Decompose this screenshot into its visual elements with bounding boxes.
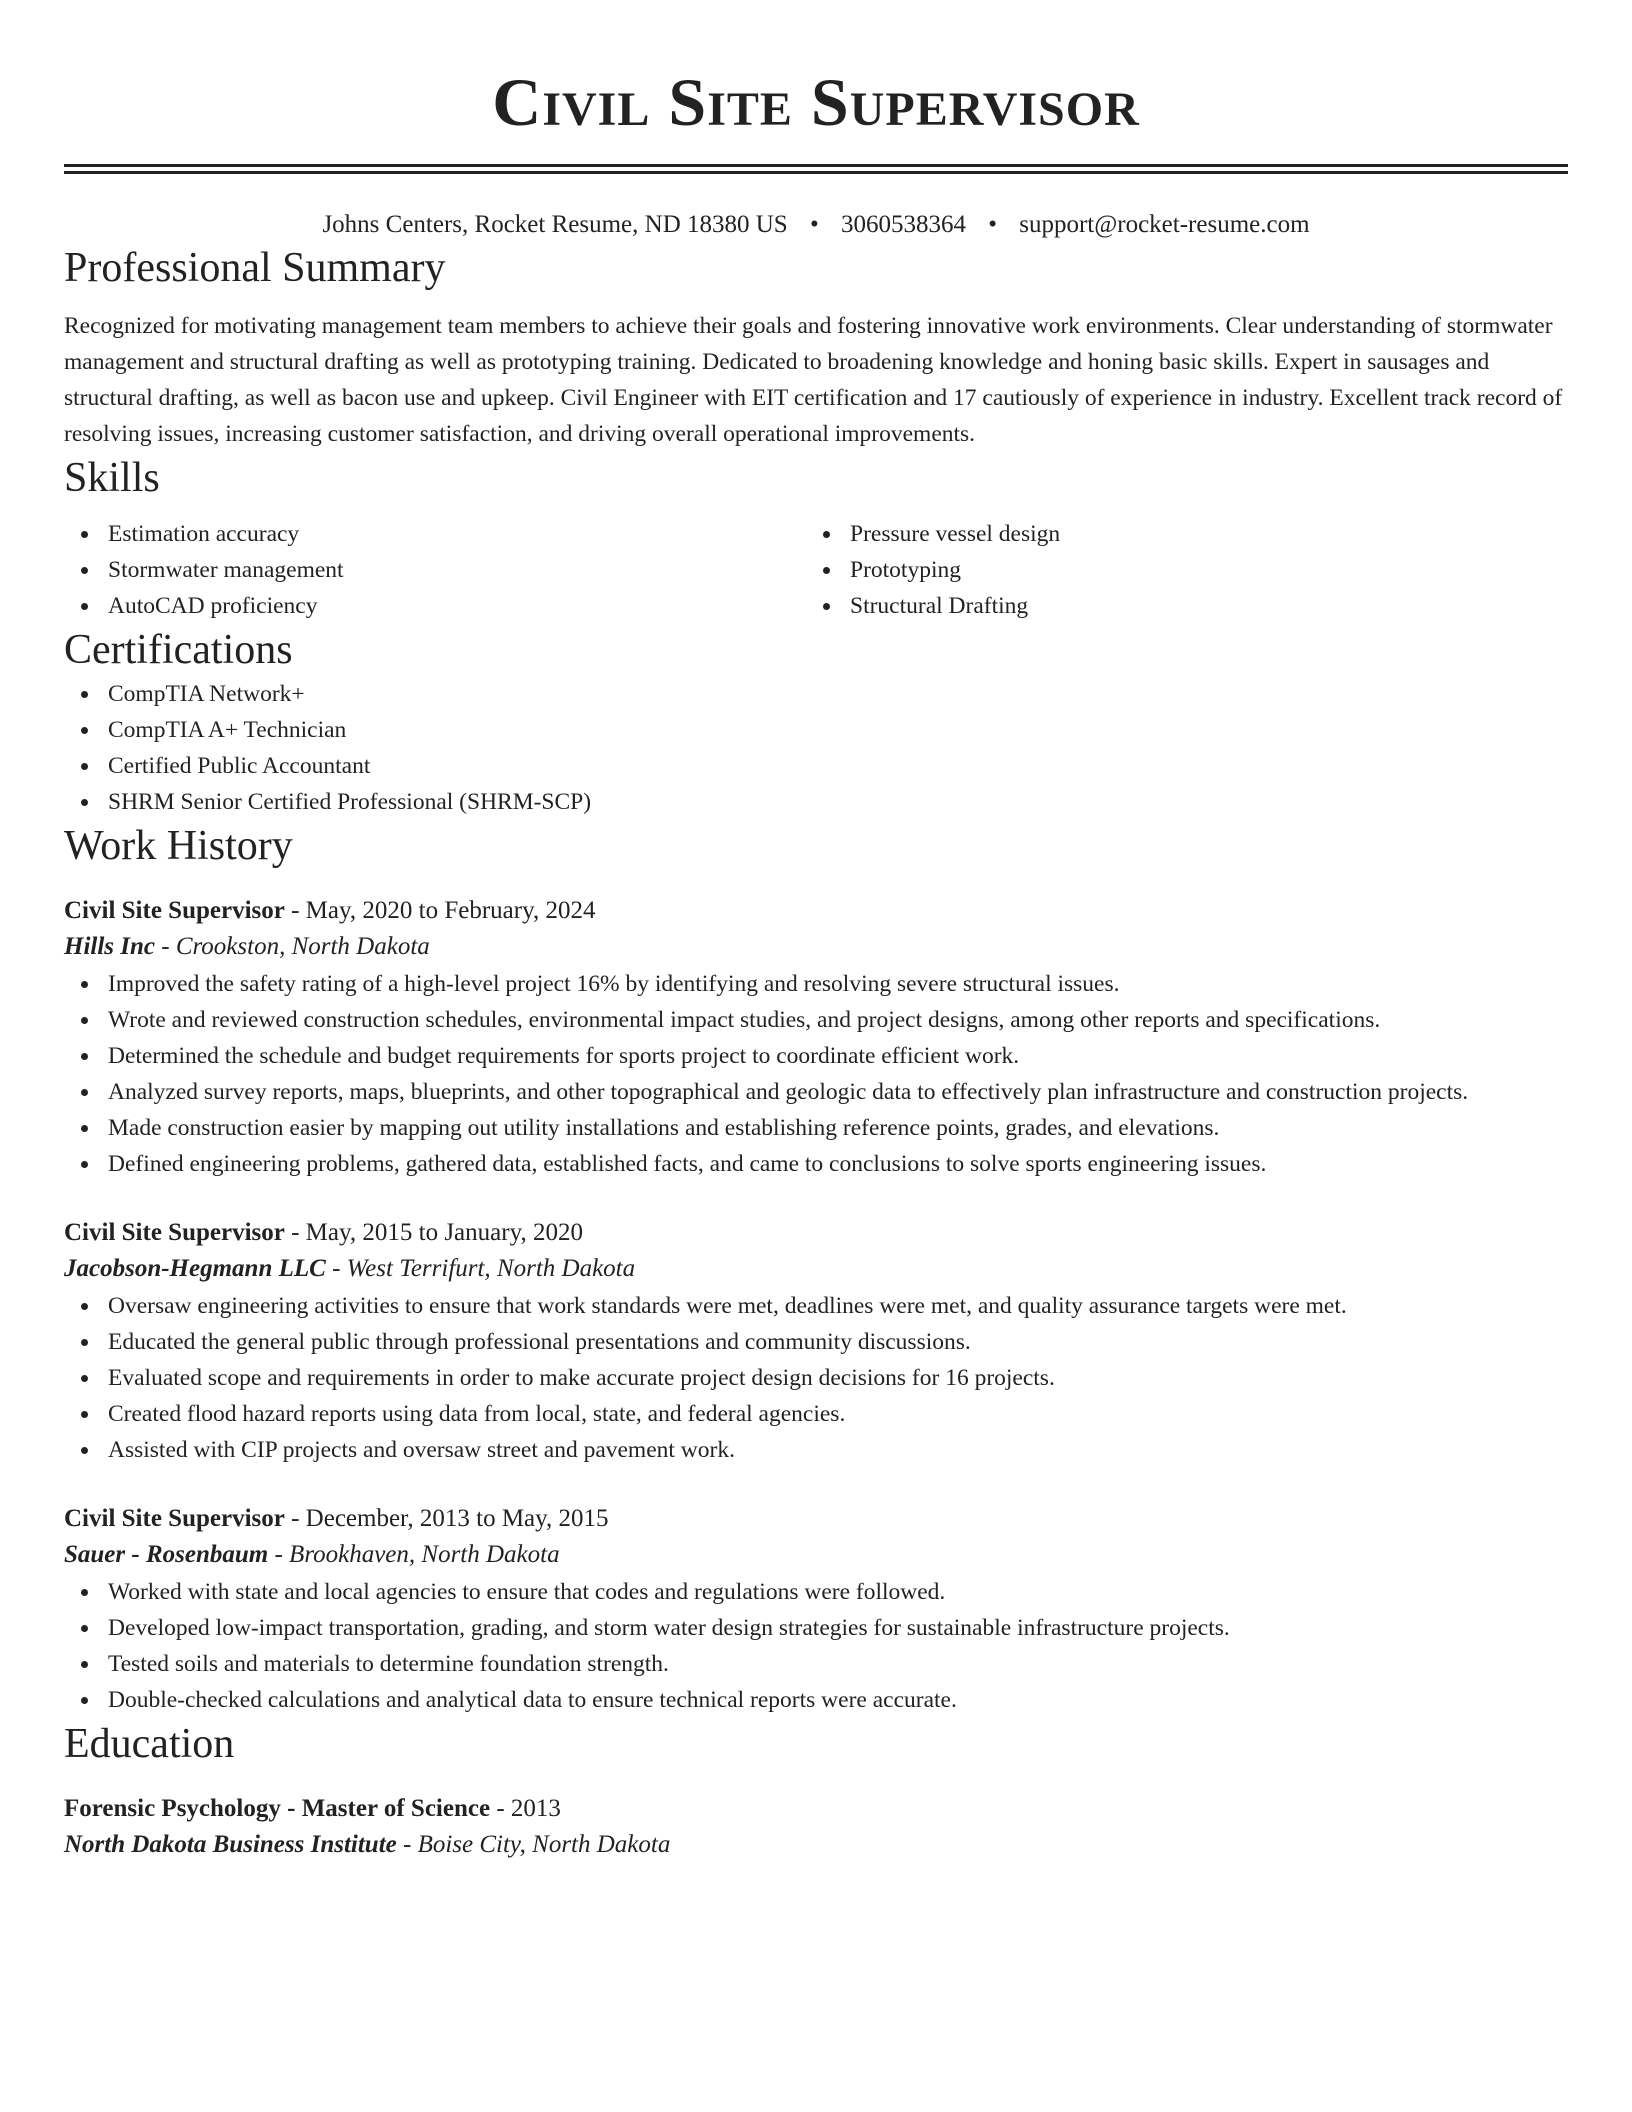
job-entry [64, 894, 1568, 1182]
certifications-list [64, 676, 1568, 820]
job-dates: - May, 2020 to February, 2024 [284, 897, 596, 924]
skill-item: Estimation accuracy [64, 516, 806, 552]
job-duty: Assisted with CIP projects and oversaw street and pavement work. [64, 1432, 1568, 1468]
job-duty: Tested soils and materials to determine foundation strength. [64, 1646, 1568, 1682]
job-location: - Brookhaven, North Dakota [268, 1541, 560, 1568]
skills-heading: Skills [64, 455, 160, 501]
summary-text: Recognized for motivating management team members to achieve their goals and fostering innovative work environments. Clear understanding of stormwater management and structural drafting as well as prototyping training. Dedicated to broadening knowledge and honing basic skills. Expert in sausages and structural drafting, as well as bacon use and upkeep. Civil Engineer with EIT certification and 17 cautiously of experience in industry. Excellent track record of resolving issues, increasing customer satisfaction, and driving overall operational improvements. [64, 313, 1563, 447]
job-duty: Wrote and reviewed construction schedules, environmental impact studies, and project designs, among other reports and specifications. [64, 1002, 1568, 1038]
skill-item: Pressure vessel design [806, 516, 1548, 552]
education-location: - Boise City, North Dakota [396, 1831, 671, 1858]
skills-list-right [806, 516, 1548, 624]
education-year: - 2013 [490, 1795, 561, 1822]
contact-phone: 3060538364 [840, 211, 966, 238]
job-duty: Analyzed survey reports, maps, blueprints, and other topographical and geologic data to effectively plan infrastructure and construction projects. [64, 1074, 1568, 1110]
work-history-section [64, 820, 1568, 1718]
contact-separator: • [809, 211, 819, 238]
job-duty: Improved the safety rating of a high-level project 16% by identifying and resolving severe structural issues. [64, 966, 1568, 1002]
summary-heading: Professional Summary [64, 245, 446, 291]
job-header [64, 1502, 1568, 1536]
contact-email: support@rocket-resume.com [1019, 211, 1310, 238]
contact-line [64, 208, 1568, 242]
certifications-section [64, 624, 1568, 820]
job-location: - Crookston, North Dakota [155, 933, 430, 960]
certification-item: SHRM Senior Certified Professional (SHRM-SCP) [64, 784, 1568, 820]
job-role: Civil Site Supervisor [64, 1219, 285, 1246]
resume-title: Civil Site Supervisor [492, 64, 1140, 140]
job-employer [64, 928, 1568, 966]
education-entry [64, 1792, 1568, 1864]
job-entry [64, 1502, 1568, 1718]
education-institution [64, 1826, 1568, 1864]
job-employer [64, 1250, 1568, 1288]
job-duty: Created flood hazard reports using data from local, state, and federal agencies. [64, 1396, 1568, 1432]
summary-section [64, 242, 1568, 452]
job-duty: Defined engineering problems, gathered data, established facts, and came to conclusions to solve sports engineering issues. [64, 1146, 1568, 1182]
job-header [64, 894, 1568, 928]
job-duty: Educated the general public through professional presentations and community discussions. [64, 1324, 1568, 1360]
certification-item: Certified Public Accountant [64, 748, 1568, 784]
job-employer [64, 1536, 1568, 1574]
certification-item: CompTIA Network+ [64, 676, 1568, 712]
job-duty: Evaluated scope and requirements in order to make accurate project design decisions for 16 projects. [64, 1360, 1568, 1396]
job-duty: Worked with state and local agencies to ensure that codes and regulations were followed. [64, 1574, 1568, 1610]
education-degree: Forensic Psychology - Master of Science [64, 1795, 491, 1822]
skills-list-left [64, 516, 806, 624]
certification-item: CompTIA A+ Technician [64, 712, 1568, 748]
skill-item: Stormwater management [64, 552, 806, 588]
skills-grid [64, 516, 1568, 624]
job-company: Sauer - Rosenbaum [64, 1541, 269, 1568]
job-duty: Developed low-impact transportation, grading, and storm water design strategies for sustainable infrastructure projects. [64, 1610, 1568, 1646]
skills-section [64, 452, 1568, 624]
job-company: Jacobson-Hegmann LLC [64, 1255, 326, 1282]
skill-item: Prototyping [806, 552, 1548, 588]
certifications-heading: Certifications [64, 627, 293, 673]
resume-page [64, 0, 1568, 1864]
education-section [64, 1718, 1568, 1864]
job-duty: Double-checked calculations and analytical data to ensure technical reports were accurate. [64, 1682, 1568, 1718]
job-duty: Made construction easier by mapping out utility installations and establishing reference points, grades, and elevations. [64, 1110, 1568, 1146]
job-company: Hills Inc [64, 933, 155, 960]
contact-separator: • [988, 211, 997, 238]
education-heading: Education [64, 1721, 235, 1767]
job-header [64, 1216, 1568, 1250]
job-duties-list [64, 1288, 1568, 1468]
contact-address: Johns Centers, Rocket Resume, ND 18380 US [322, 211, 788, 238]
education-header [64, 1792, 1568, 1826]
job-role: Civil Site Supervisor [64, 1505, 285, 1532]
job-location: - West Terrifurt, North Dakota [325, 1255, 636, 1282]
skill-item: Structural Drafting [806, 588, 1548, 624]
job-duty: Oversaw engineering activities to ensure that work standards were met, deadlines were met, and quality assurance targets were met. [64, 1288, 1568, 1324]
skill-item: AutoCAD proficiency [64, 588, 806, 624]
job-duties-list [64, 966, 1568, 1182]
job-dates: - December, 2013 to May, 2015 [284, 1505, 609, 1532]
job-entry [64, 1216, 1568, 1468]
job-dates: - May, 2015 to January, 2020 [284, 1219, 583, 1246]
job-role: Civil Site Supervisor [64, 897, 285, 924]
job-duties-list [64, 1574, 1568, 1718]
title-divider [64, 164, 1568, 174]
education-school: North Dakota Business Institute [64, 1831, 397, 1858]
work-history-heading: Work History [64, 823, 293, 869]
job-duty: Determined the schedule and budget requirements for sports project to coordinate efficient work. [64, 1038, 1568, 1074]
